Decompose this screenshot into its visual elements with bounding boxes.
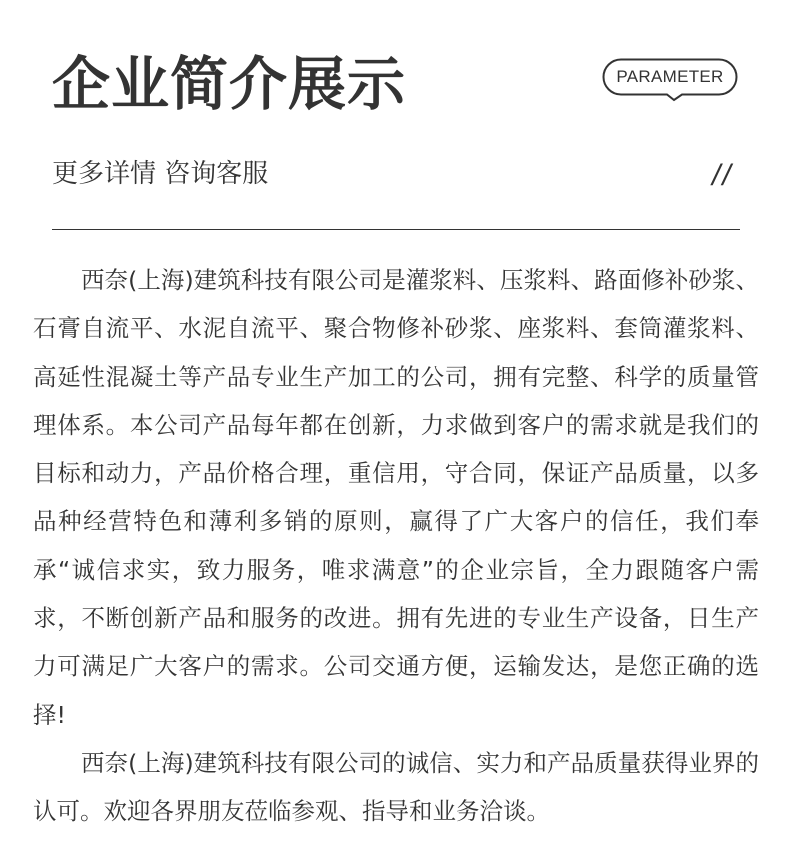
parameter-label: PARAMETER [616,67,724,86]
intro-paragraph: 西奈(上海)建筑科技有限公司的诚信、实力和产品质量获得业界的认可。欢迎各界朋友莅临参观、指导和业务洽谈。 [33,748,759,826]
intro-paragraph: 西奈(上海)建筑科技有限公司是灌浆料、压浆料、路面修补砂浆、石膏自流平、水泥自流平、聚合物修补砂浆、座浆料、套筒灌浆料、高延性混凝土等产品专业生产加工的公司，拥有完整、科学的质量管理体系。本公司产品每年都在创新，力求做到客户的需求就是我们的目标和动力，产品价格合理，重信用，守合同，保证产品质量，以多品种经营特色和薄利多销的原则，赢得了广大客户的信任，我们奉承“诚信求实，致力服务，唯求满意”的企业宗旨，全力跟随客户需求，不断创新产品和服务的改进。拥有先进的专业生产设备，日生产力可满足广大客户的需求。公司交通方便，运输发达，是您正确的选择! [33,266,759,729]
consult-service-text: 更多详情 咨询客服 [52,159,269,189]
company-intro [33,256,759,836]
decorative-slashes: // [712,159,733,192]
parameter-badge [602,58,738,98]
divider [52,229,740,230]
page-title: 企业简介展示 [52,50,407,118]
